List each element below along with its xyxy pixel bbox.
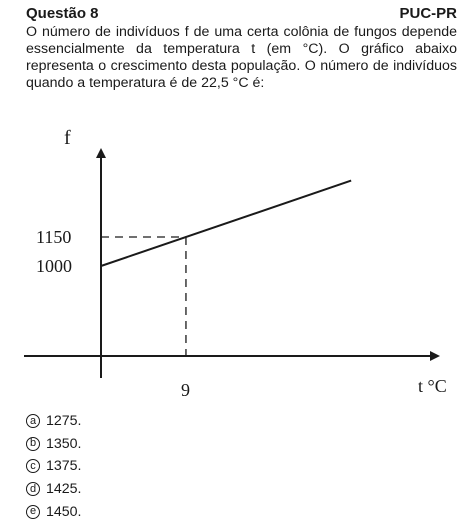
question-statement: O número de indivíduos f de uma certa colônia de fungos depende essencialmente da temperatura t (em °C). O gráfico abaixo representa o crescimento desta população. O número de indivíduos quando a temperatura é de 22,5 °C é: [26, 24, 457, 91]
question-title: Questão 8 [26, 4, 99, 22]
option-text: 1425. [46, 481, 82, 498]
option-letter: a [26, 414, 40, 428]
x-axis-label: t °C [418, 376, 447, 396]
option-c[interactable] [26, 455, 82, 478]
question-header [26, 2, 457, 24]
y-tick-label: 1000 [36, 256, 72, 276]
population-temperature-graph [0, 120, 471, 410]
option-text: 1350. [46, 435, 82, 452]
series-line [101, 181, 351, 266]
option-letter: b [26, 437, 40, 451]
option-text: 1275. [46, 413, 82, 430]
answer-options [26, 410, 82, 523]
option-d[interactable] [26, 478, 82, 501]
question-source: PUC-PR [399, 4, 457, 22]
option-letter: d [26, 482, 40, 496]
y-axis-label: f [64, 127, 71, 149]
option-text: 1375. [46, 458, 82, 475]
option-letter: e [26, 505, 40, 519]
y-tick-label: 1150 [36, 227, 72, 247]
option-text: 1450. [46, 503, 82, 520]
option-a[interactable] [26, 410, 82, 433]
option-b[interactable] [26, 433, 82, 456]
option-letter: c [26, 459, 40, 473]
option-e[interactable] [26, 500, 82, 523]
x-tick-label: 9 [180, 380, 190, 400]
